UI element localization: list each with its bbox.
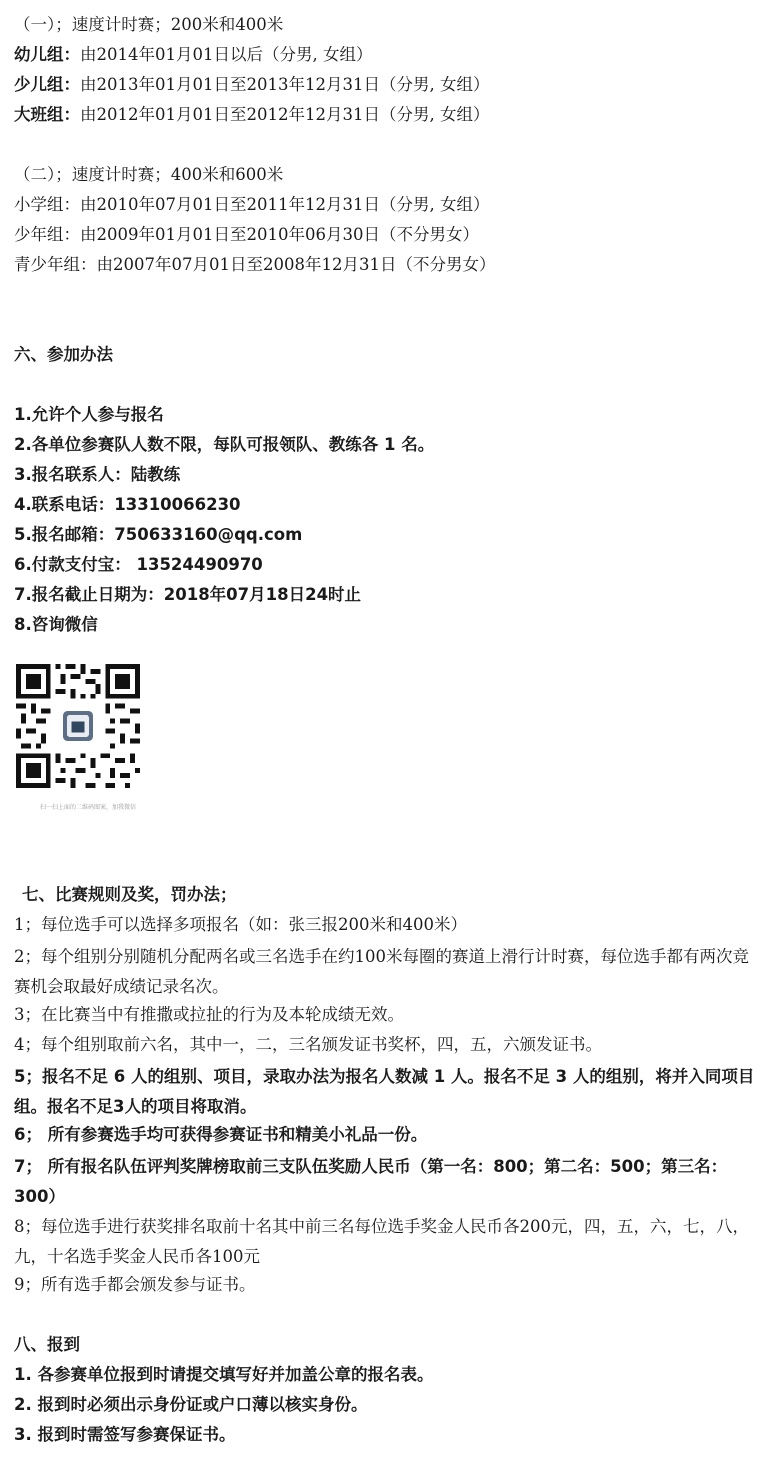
section6-item: 7.报名截止日期为：2018年07月18日24时止 xyxy=(14,585,362,604)
section6-item: 8.咨询微信 xyxy=(14,615,98,634)
group-text: 由2013年01月01日至2013年12月31日（分男, 女组） xyxy=(80,75,490,94)
section8-item: 3. 报到时需签写参赛保证书。 xyxy=(14,1425,236,1444)
group-label: 大班组： xyxy=(14,105,80,124)
section6-item: 2.各单位参赛队人数不限，每队可报领队、教练各 1 名。 xyxy=(14,435,435,454)
group-label: 幼儿组： xyxy=(14,45,80,64)
section7-item: 7； 所有报名队伍评判奖牌榜取前三支队伍奖励人民币（第一名：800；第二名：500；第三名：300） xyxy=(14,1157,728,1206)
section6-item: 6.付款支付宝： 13524490970 xyxy=(14,555,263,574)
section6-item: 1.允许个人参与报名 xyxy=(14,405,164,424)
wechat-qr-code[interactable] xyxy=(16,664,140,788)
group-row-children xyxy=(14,74,489,96)
group-row-senior-class xyxy=(14,104,489,126)
section7-item: 8；每位选手进行获奖排名取前十名其中前三名每位选手奖金人民币各200元，四，五，六，七，八，九，十名选手奖金人民币各100元 xyxy=(14,1217,749,1266)
section7-item: 3；在比赛当中有推撒或拉扯的行为及本轮成绩无效。 xyxy=(14,1005,404,1024)
section7-item: 5；报名不足 6 人的组别、项目，录取办法为报名人数减 1 人。报名不足 3 人的组别，将并入同项目组。报名不足3人的项目将取消。 xyxy=(14,1067,755,1116)
group1-header: （一）；速度计时赛；200米和400米 xyxy=(14,15,284,34)
qr-caption: 扫一扫上面的二维码图案，加我微信 xyxy=(40,804,137,811)
section7-item: 6； 所有参赛选手均可获得参赛证书和精美小礼品一份。 xyxy=(14,1125,428,1144)
group-row-kindergarten xyxy=(14,44,372,66)
section7-title: 七、比赛规则及奖，罚办法； xyxy=(22,885,237,904)
section7-item: 4；每个组别取前六名，其中一，二，三名颁发证书奖杯，四，五，六颁发证书。 xyxy=(14,1035,602,1054)
group-text: 由2014年01月01日以后（分男, 女组） xyxy=(80,45,373,64)
group-row-junior: 少年组：由2009年01月01日至2010年06月30日（不分男女） xyxy=(14,225,479,244)
section8-item: 1. 各参赛单位报到时请提交填写好并加盖公章的报名表。 xyxy=(14,1365,434,1384)
section6-item: 3.报名联系人：陆教练 xyxy=(14,465,181,484)
section7-item: 2；每个组别分别随机分配两名或三名选手在约100米每圈的赛道上滑行计时赛，每位选手都有两次竞赛机会取最好成绩记录名次。 xyxy=(14,947,749,996)
section8-title: 八、报到 xyxy=(14,1335,80,1354)
section8-item: 2. 报到时必须出示身份证或户口薄以核实身份。 xyxy=(14,1395,368,1414)
group-label: 少儿组： xyxy=(14,75,80,94)
section7-item: 9；所有选手都会颁发参与证书。 xyxy=(14,1275,256,1294)
group-row-primary: 小学组：由2010年07月01日至2011年12月31日（分男, 女组） xyxy=(14,195,490,214)
group-text: 由2012年01月01日至2012年12月31日（分男, 女组） xyxy=(80,105,490,124)
qr-code-icon xyxy=(16,664,140,788)
section7-item: 1；每位选手可以选择多项报名（如：张三报200米和400米） xyxy=(14,915,467,934)
group2-header: （二）；速度计时赛；400米和600米 xyxy=(14,165,284,184)
section6-item: 5.报名邮箱：750633160@qq.com xyxy=(14,525,303,544)
section6-title: 六、参加办法 xyxy=(14,345,113,364)
group-row-youth: 青少年组：由2007年07月01日至2008年12月31日（不分男女） xyxy=(14,255,496,274)
section6-item: 4.联系电话：13310066230 xyxy=(14,495,241,514)
